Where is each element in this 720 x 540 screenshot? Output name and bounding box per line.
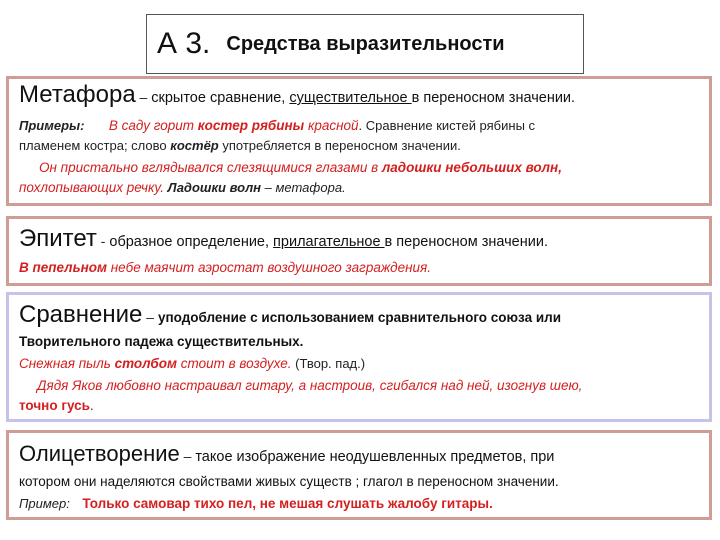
comparison-ex1-b: столбом [114,356,177,371]
epithet-def-underlined: прилагательное [273,234,385,250]
comparison-ex2-line2: точно гусь [19,398,90,413]
page-title: Средства выразительности [226,32,505,55]
metaphor-ex1-line2: пламенем костра; слово [19,138,171,153]
examples-label: Примеры: [19,118,85,133]
title-box [146,14,584,74]
metaphor-def-underlined: существительное [289,90,412,106]
metaphor-card [6,76,712,206]
epithet-ex-a: В пепельном [19,260,107,275]
metaphor-ex1-c: красной [304,118,359,133]
comparison-ex1-c: стоит в воздухе. [176,356,292,371]
epithet-term: Эпитет [19,225,97,252]
metaphor-ex2-line2: похлопывающих речку. [19,180,164,195]
personification-def-line2-row [19,473,559,491]
comparison-ex1-a: Снежная пыль [19,356,115,371]
personification-def-line2: котором они наделяются свойствами живых существ ; глагол в переносном значении. [19,474,559,489]
metaphor-ex2-end: – метафора. [261,180,346,195]
personification-dash: – [179,448,196,464]
comparison-def-line1: уподобление с использованием сравнительного союза или [157,310,562,325]
epithet-ex-b: небе маячит аэростат воздушного заграждения. [106,260,432,275]
comparison-heading [19,301,561,329]
metaphor-ex1-d: . Сравнение кистей рябины с [358,118,536,133]
metaphor-ex2-a: Он пристально вглядывался слезящимися глазами в [39,160,382,175]
personification-card [6,430,712,520]
metaphor-term: Метафора [19,81,136,108]
personification-ex-text: Только самовар тихо пел, не мешая слушать жалобу гитары. [82,496,493,511]
personification-term: Олицетворение [19,441,180,466]
comparison-ex2-dot: . [89,398,94,413]
personification-ex-label: Пример: [19,496,70,511]
metaphor-example-1-line2 [19,137,461,155]
epithet-example [19,259,431,277]
personification-example [19,495,493,513]
metaphor-example-1 [19,117,535,135]
metaphor-ex1-word: костёр [170,138,219,153]
epithet-heading [19,225,548,253]
personification-def-line1: такое изображение неодушевленных предметов, при [195,449,555,465]
comparison-term: Сравнение [19,301,143,328]
epithet-card [6,216,712,286]
comparison-def-line2: Творительного падежа существительных. [19,334,304,349]
comparison-card [6,292,712,422]
metaphor-dash: – [135,89,152,105]
metaphor-heading [19,81,575,109]
epithet-dash: - [96,233,110,249]
comparison-ex2-line1: Дядя Яков любовно настраивал гитару, а настроив, сгибался над ней, изогнув шею, [37,378,583,393]
personification-heading [19,441,554,467]
metaphor-example-2 [39,159,562,177]
metaphor-def-a: скрытое сравнение, [151,90,290,106]
metaphor-ex2-b: ладошки небольших волн, [381,160,562,175]
comparison-def-line2-row [19,333,303,351]
epithet-def-b: в переносном значении. [384,234,548,250]
comparison-ex1-d: (Твор. пад.) [291,356,366,371]
metaphor-ex1-b: костер рябины [197,118,305,133]
comparison-dash: – [142,309,158,325]
comparison-example-1 [19,355,365,373]
comparison-example-2-line2 [19,397,94,415]
metaphor-ex1-a: В саду горит [108,118,198,133]
comparison-example-2 [37,377,582,395]
metaphor-ex1-line2-end: употребляется в переносном значении. [218,138,461,153]
metaphor-ex2-b2: Ладошки волн [164,180,262,195]
metaphor-example-2-line2 [19,179,346,197]
title-code: А 3. [157,27,211,60]
metaphor-def-b: в переносном значении. [411,90,576,106]
epithet-def-a: образное определение, [109,234,274,250]
